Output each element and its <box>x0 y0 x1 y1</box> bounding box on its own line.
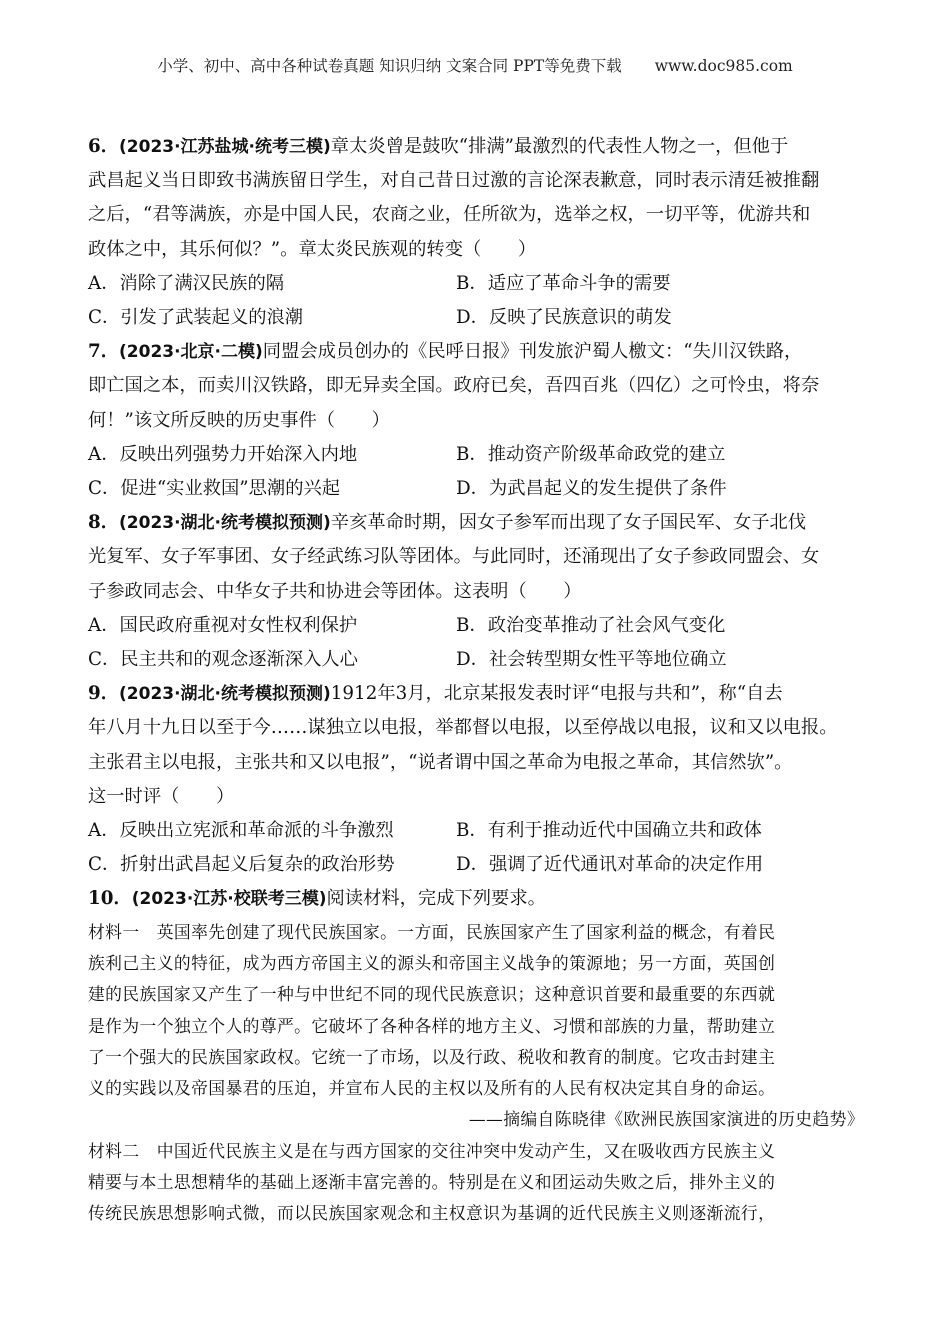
material-line: 建的民族国家又产生了一种与中世纪不同的现代民族意识；这种意识首要和最重要的东西就 <box>88 984 776 1005</box>
material-line: 传统民族思想影响式微，而以民族国家观念和主权意识为基调的近代民族主义则逐渐流行， <box>88 1203 776 1224</box>
question-number: 7． <box>88 341 120 363</box>
option-a: A．消除了满汉民族的隔 <box>88 272 285 294</box>
option-b: B．推动资产阶级革命政党的建立 <box>456 443 726 465</box>
question-source: (2023·江苏·校联考三模) <box>131 889 327 910</box>
option-d: D．为武昌起义的发生提供了条件 <box>456 478 727 500</box>
question-8 <box>88 506 864 677</box>
question-line: 之后，“君等满族，亦是中国人民，农商之业，任所欲为，选举之权，一切平等，优游共和 <box>88 204 811 226</box>
option-b: B．政治变革推动了社会风气变化 <box>456 614 726 636</box>
option-d: D．强调了近代通讯对革命的决定作用 <box>456 854 764 876</box>
option-d: D．社会转型期女性平等地位确立 <box>456 649 727 671</box>
material-line: 精要与本土思想精华的基础上逐渐丰富完善的。特别是在义和团运动失败之后，排外主义的 <box>88 1172 776 1193</box>
material-line: 材料二 中国近代民族主义是在与西方国家的交往冲突中发动产生，又在吸收西方民族主义 <box>88 1140 776 1161</box>
question-number: 9． <box>88 683 120 705</box>
question-line: 武昌起义当日即致书满族留日学生，对自己昔日过激的言论深表歉意，同时表示清廷被推翻 <box>88 170 820 192</box>
question-source: (2023·江苏盐城·统考三模) <box>119 137 331 157</box>
question-line: 主张君主以电报，主张共和又以电报”，“说者谓中国之革命为电报之革命，其信然欤”。 <box>88 751 793 773</box>
material-line: 是作为一个独立个人的尊严。它破坏了各种各样的地方主义、习惯和部族的力量，帮助建立 <box>88 1015 776 1036</box>
header-text: 小学、初中、高中各种试卷真题 知识归纳 文案合同 PPT等免费下载 <box>157 57 622 75</box>
option-a: A．国民政府重视对女性权利保护 <box>88 614 358 636</box>
option-a: A．反映出列强势力开始深入内地 <box>88 443 358 465</box>
question-line: 即亡国之本，而卖川汉铁路，即无异卖全国。政府已矣，吾四百兆（四亿）之可怜虫，将奈 <box>88 375 820 397</box>
material-line: 材料一 英国率先创建了现代民族国家。一方面，民族国家产生了国家利益的概念，有着民 <box>88 921 776 942</box>
question-line: 何！”该文所反映的历史事件（ ） <box>88 409 390 431</box>
header-site: www.doc985.com <box>654 57 793 75</box>
question-line: 辛亥革命时期，因女子参军而出现了女子国民军、女子北伐 <box>330 512 807 534</box>
material-line: 义的实践以及帝国暴君的压迫，并宣布人民的主权以及所有的人民有权决定其自身的命运。 <box>88 1078 776 1099</box>
question-line: 年八月十九日以至于今……谋独立以电报，举都督以电报，以至停战以电报，议和又以电报。 <box>88 717 838 739</box>
question-7 <box>88 335 864 506</box>
question-9 <box>88 677 864 882</box>
page-header <box>0 54 950 76</box>
question-line: 同盟会成员创办的《民呼日报》刊发旅沪蜀人檄文：“失川汉铁路， <box>262 341 803 363</box>
option-c: C．引发了武装起义的浪潮 <box>88 307 304 329</box>
option-b: B．适应了革命斗争的需要 <box>456 272 671 294</box>
option-c: C．折射出武昌起义后复杂的政治形势 <box>88 854 395 876</box>
material-2 <box>88 1136 864 1230</box>
question-line: 政体之中，其乐何似？”。章太炎民族观的转变（ ） <box>88 238 537 260</box>
option-a: A．反映出立宪派和革命派的斗争激烈 <box>88 820 394 842</box>
question-number: 6． <box>88 136 120 157</box>
question-intro: 阅读材料，完成下列要求。 <box>326 888 546 910</box>
question-line: 这一时评（ ） <box>88 785 235 807</box>
question-source: (2023·湖北·统考模拟预测) <box>119 513 331 534</box>
question-10 <box>88 882 864 1229</box>
option-d: D．反映了民族意识的萌发 <box>456 307 672 329</box>
material-1 <box>88 917 864 1136</box>
question-line: 章太炎曾是鼓吹“排满”最激烈的代表性人物之一，但他于 <box>330 136 789 157</box>
document-body <box>88 130 864 1230</box>
material-line: 族利己主义的特征，成为西方帝国主义的源头和帝国主义战争的策源地；另一方面，英国创 <box>88 952 776 973</box>
material-line: 了一个强大的民族国家政权。它统一了市场，以及行政、税收和教育的制度。它攻击封建主 <box>88 1046 776 1067</box>
question-number: 10． <box>88 888 132 910</box>
question-line: 子参政同志会、中华女子共和协进会等团体。这表明（ ） <box>88 580 582 602</box>
question-6 <box>88 130 864 335</box>
option-c: C．民主共和的观念逐渐深入人心 <box>88 649 358 671</box>
question-source: (2023·北京·二模) <box>119 342 263 363</box>
question-number: 8． <box>88 512 120 534</box>
material-citation: ——摘编自陈晓律《欧洲民族国家演进的历史趋势》 <box>468 1109 864 1130</box>
question-line: 1912年3月，北京某报发表时评“电报与共和”，称“自去 <box>330 683 783 705</box>
option-c: C．促进“实业救国”思潮的兴起 <box>88 478 341 500</box>
question-source: (2023·湖北·统考模拟预测) <box>119 684 331 705</box>
question-line: 光复军、女子军事团、女子经武练习队等团体。与此同时，还涌现出了女子参政同盟会、女 <box>88 546 820 568</box>
option-b: B．有利于推动近代中国确立共和政体 <box>456 820 762 842</box>
